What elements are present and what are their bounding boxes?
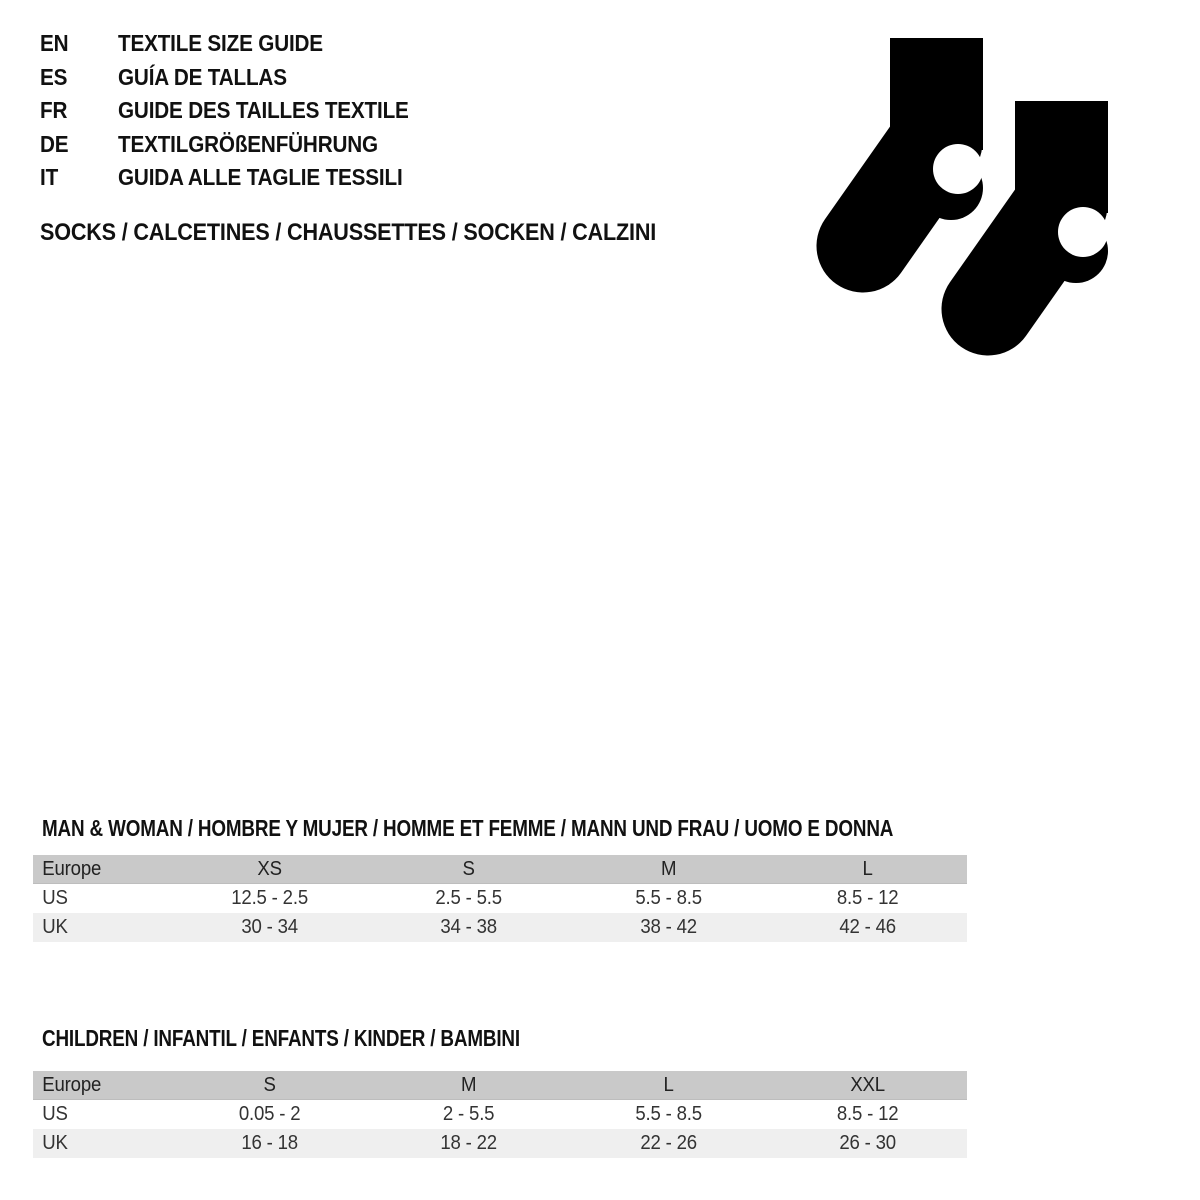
language-label: GUIDE DES TAILLES TEXTILE bbox=[118, 97, 409, 124]
col-header-xs: XS bbox=[257, 858, 282, 880]
col-header-xxl: XXL bbox=[850, 1074, 885, 1096]
col-header-s: S bbox=[263, 1074, 276, 1096]
language-code: FR bbox=[40, 97, 68, 124]
table-row-us bbox=[33, 1100, 967, 1129]
language-row-de bbox=[40, 128, 740, 162]
cell-value: 42 - 46 bbox=[839, 916, 896, 938]
cell-value: 12.5 - 2.5 bbox=[231, 887, 308, 909]
language-code: IT bbox=[40, 164, 59, 191]
language-label: TEXTILGRÖßENFÜHRUNG bbox=[118, 130, 378, 157]
row-label: US bbox=[42, 887, 68, 909]
size-table-children bbox=[33, 1071, 967, 1158]
cell-value: 30 - 34 bbox=[241, 916, 298, 938]
row-label: UK bbox=[42, 916, 68, 938]
cell-value: 0.05 - 2 bbox=[238, 1103, 301, 1125]
table-title-man-woman: MAN & WOMAN / HOMBRE Y MUJER / HOMME ET FEMME / MANN UND FRAU / UOMO E DONNA bbox=[42, 815, 894, 841]
cell-value: 8.5 - 12 bbox=[836, 1103, 899, 1125]
language-code: DE bbox=[40, 130, 69, 157]
cell-value: 2.5 - 5.5 bbox=[435, 887, 503, 909]
cell-value: 22 - 26 bbox=[639, 1132, 697, 1154]
cell-value: 18 - 22 bbox=[440, 1132, 498, 1154]
language-row-it bbox=[40, 161, 740, 195]
col-header-l: L bbox=[663, 1074, 674, 1096]
size-table-man-woman bbox=[33, 855, 967, 942]
table-header-row bbox=[33, 855, 967, 884]
language-label: GUÍA DE TALLAS bbox=[118, 63, 287, 90]
table-title-children: CHILDREN / INFANTIL / ENFANTS / KINDER / BAMBINI bbox=[42, 1025, 520, 1051]
language-label: TEXTILE SIZE GUIDE bbox=[118, 30, 323, 56]
language-label: GUIDA ALLE TAGLIE TESSILI bbox=[118, 164, 403, 191]
language-row-en bbox=[40, 27, 740, 61]
table-row-uk bbox=[33, 913, 967, 942]
cell-value: 2 - 5.5 bbox=[443, 1103, 495, 1125]
category-title: SOCKS / CALCETINES / CHAUSSETTES / SOCKEN / CALZINI bbox=[40, 219, 657, 246]
table-row-uk bbox=[33, 1129, 967, 1158]
row-label: UK bbox=[42, 1132, 68, 1154]
socks-icon bbox=[813, 30, 1123, 360]
language-row-es bbox=[40, 61, 740, 95]
col-header-s: S bbox=[462, 858, 475, 880]
row-label: US bbox=[42, 1103, 68, 1125]
table-row-us bbox=[33, 884, 967, 913]
cell-value: 5.5 - 8.5 bbox=[634, 887, 702, 909]
language-code: EN bbox=[40, 30, 69, 56]
col-header-m: M bbox=[660, 858, 676, 880]
col-header-europe: Europe bbox=[42, 1074, 102, 1096]
col-header-m: M bbox=[461, 1074, 477, 1096]
cell-value: 38 - 42 bbox=[639, 916, 697, 938]
col-header-l: L bbox=[862, 858, 873, 880]
cell-value: 34 - 38 bbox=[440, 916, 498, 938]
cell-value: 16 - 18 bbox=[241, 1132, 298, 1154]
language-code: ES bbox=[40, 63, 68, 90]
cell-value: 8.5 - 12 bbox=[836, 887, 899, 909]
col-header-europe: Europe bbox=[42, 858, 102, 880]
language-row-fr bbox=[40, 94, 740, 128]
language-title-list bbox=[40, 27, 740, 195]
cell-value: 5.5 - 8.5 bbox=[634, 1103, 702, 1125]
cell-value: 26 - 30 bbox=[839, 1132, 896, 1154]
table-header-row bbox=[33, 1071, 967, 1100]
